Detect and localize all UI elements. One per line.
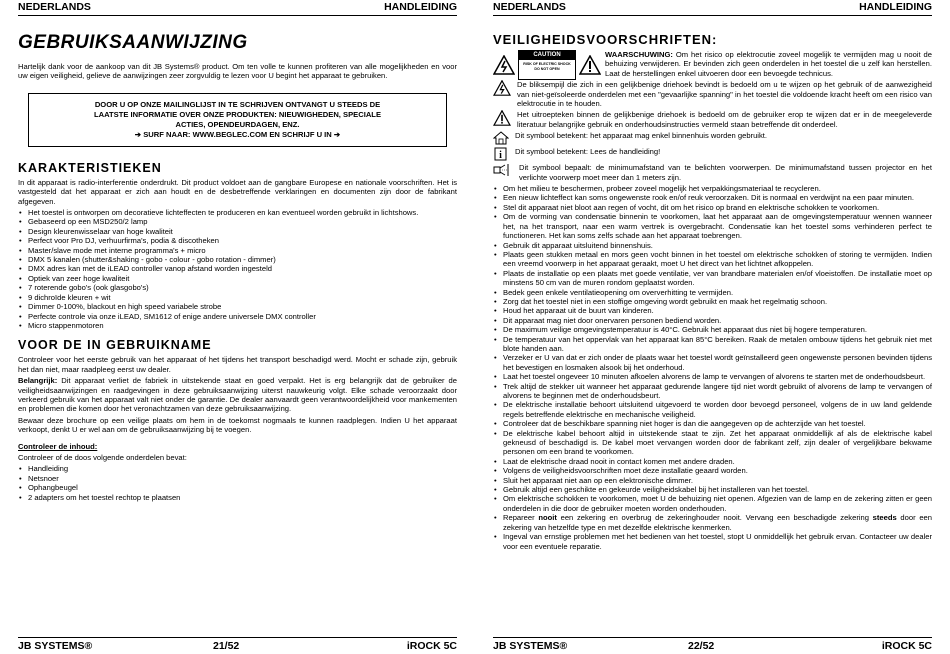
contents-list	[18, 464, 457, 502]
list-item: • Design kleurenwisselaar van hoge kwaliteit	[18, 227, 457, 236]
list-item: • Controleer dat de beschikbare spanning niet hoger is dan die aangegeven op de achterzijde van het toestel.	[493, 419, 932, 428]
safety-heading: VEILIGHEIDSVOORSCHRIFTEN:	[493, 32, 718, 47]
list-item: • Ingeval van ernstige problemen met het bedienen van het toestel, stopt U onmiddellijk het gebruik ervan. Contacteer uw dealer voor een eventuele reparatie.	[493, 532, 932, 551]
list-item: • Houd het apparaat uit de buurt van kinderen.	[493, 306, 932, 315]
list-item: • Bedek geen enkele ventilatieopening om oververhitting te vermijden.	[493, 288, 932, 297]
manual-book-icon	[493, 147, 509, 161]
page-header	[493, 1, 932, 16]
contents-heading: Controleer de inhoud:	[18, 441, 98, 451]
warning-text: Om het risico op elektrocutie zoveel mogelijk te vermijden mag u nooit de behuizing verwijderen. Er bevinden zich geen onderdelen in het toestel die u zelf kan herstellen. Laat de herstellingen enkel uitvoeren door een bevoegde technicus.	[605, 50, 932, 78]
footer-page-number: 22/52	[688, 640, 715, 652]
list-item: • 7 roterende gobo's (ook glasgobo's)	[18, 283, 457, 292]
indoor-text: Dit symbool betekent: het apparaat mag enkel binnenhuis worden gebruikt.	[515, 131, 768, 141]
page-title: GEBRUIKSAANWIJZING	[18, 32, 248, 53]
lightning-text: De bliksempijl die zich in een gelijkbenige driehoek bevindt is bedoeld om u te wijzen op het gebruik of de aanwezigheid van niet-geïsoleerde onderdelen met een "gevaarlijke spanning" in het toestel die voldoende kracht heeft om een risico van elektrocutie in te houden.	[517, 80, 932, 109]
fuse-text: een zekering en overbrug de zekeringhouder nooit. Vervang een beschadigde zekering	[556, 513, 873, 523]
caution-box	[518, 50, 576, 80]
page-content	[493, 18, 932, 634]
mailing-list-box	[28, 93, 447, 147]
exclamation-triangle-icon	[493, 110, 511, 126]
features-list	[18, 208, 457, 330]
list-item: • Om de vorming van condensatie binnenin te voorkomen, laat het apparaat aan de omgevingstemperatuur wennen wanneer het, na het transport, naar een warm vertrek is overgebracht. Condensatie kan het toestel soms verhinderen perfect te functioneren. Het kan soms zelfs schade aan het apparaat toebrengen.	[493, 212, 932, 240]
lightning-warning-icon	[493, 55, 515, 75]
list-item: • Laat de elektrische draad nooit in contact komen met andere draden.	[493, 457, 932, 466]
page-content	[18, 18, 457, 634]
list-item: • Om elektrische schokken te voorkomen, moet U de behuizing niet openen. Afgezien van de lamp en de zekering zitten er geen onderdelen in die door de gebruiker moeten worden onderhouden.	[493, 494, 932, 513]
page-22	[475, 0, 950, 654]
list-item: • De elektrische kabel behoort altijd in uitstekende staat te zijn. Zet het apparaat onmiddellijk af als de elektrische kabel gekneusd of beschadigd is. De kabel moet vervangen worden door de fabrikant zelf, zijn dealer of vergelijkbare bekwame personen om een brand te voorkomen.	[493, 429, 932, 457]
list-item: • Gebruik dit apparaat uitsluitend binnenshuis.	[493, 241, 932, 250]
page-footer	[493, 637, 932, 652]
page-footer	[18, 637, 457, 652]
list-item: • Netsnoer	[18, 474, 457, 483]
box-line: DOOR U OP ONZE MAILINGLIJST IN TE SCHRIJVEN ONTVANGT U STEEDS DE	[94, 99, 381, 109]
features-heading: KARAKTERISTIEKEN	[18, 160, 162, 175]
keep-brochure-paragraph: Bewaar deze brochure op een veilige plaats om hem in de toekomst nogmaals te kunnen raadplegen. Indien U het apparaat verkoopt, denkt U er wel aan om de gebruiksaanwijzing bij te voegen.	[18, 415, 457, 435]
exclamation-explanation	[493, 110, 932, 129]
list-item: • Een nieuw lichteffect kan soms ongewenste rook en/of reuk veroorzaken. Dit is normaal en verdwijnt na een paar minuten.	[493, 193, 932, 202]
list-item: • Stel dit apparaat niet bloot aan regen of vocht, dit om het risico op brand en elektrische schokken te voorkomen.	[493, 203, 932, 212]
indoor-explanation	[493, 131, 932, 145]
box-url-line: ➔ SURF NAAR: WWW.BEGLEC.COM EN SCHRIJF U IN ➔	[134, 129, 341, 139]
fuse-text: Repareer	[503, 513, 539, 523]
footer-brand: JB SYSTEMS®	[18, 640, 93, 652]
list-item-fuse	[493, 513, 932, 532]
list-item: • Ophangbeugel	[18, 483, 457, 492]
important-label: Belangrijk:	[18, 376, 58, 386]
caution-block	[493, 50, 932, 80]
lightning-triangle-icon	[493, 80, 511, 96]
header-manual: HANDLEIDING	[859, 1, 932, 13]
read-manual-explanation	[493, 147, 932, 161]
list-item: • Laat het toestel ongeveer 10 minuten afkoelen alvorens de lamp te vervangen of alvorens te starten met de onderhoudsbeurt.	[493, 372, 932, 381]
list-item: • Plaats geen stukken metaal en mors geen vocht binnen in het toestel om elektrische schokken of storing te vermijden. Indien een vreemd voorwerp in het apparaat geraakt, moet U het direct van het lichtnet afkoppelen.	[493, 250, 932, 269]
lightning-explanation	[493, 80, 932, 108]
before-use-paragraph: Controleer voor het eerste gebruik van het apparaat of het tijdens het transport beschadigd werd. Mocht er schade zijn, gebruik het dan niet, maar raadpleeg eerst uw dealer.	[18, 355, 457, 374]
footer-model: iROCK 5C	[881, 640, 932, 652]
list-item: • 9 dichroïde kleuren + wit	[18, 293, 457, 302]
contents-intro: Controleer of de doos volgende onderdelen bevat:	[18, 452, 187, 462]
list-item: • Perfecte controle via onze iLEAD, SM1612 of enige andere universele DMX controller	[18, 312, 457, 321]
list-item: • Handleiding	[18, 464, 457, 473]
box-line: LAATSTE INFORMATIE OVER ONZE PRODUKTEN: NIEUWIGHEDEN, SPECIALE	[93, 109, 382, 119]
list-item: • Gebruik altijd een geschikte en gekeurde veiligheidskabel bij het installeren van het toestel.	[493, 485, 932, 494]
caution-subtext: RISK OF ELECTRIC SHOCK	[523, 62, 571, 66]
exclamation-warning-icon	[579, 55, 601, 75]
list-item: • Dit apparaat mag niet door onervaren personen bediend worden.	[493, 316, 932, 325]
warning-label: WAARSCHUWING:	[605, 50, 673, 59]
list-item: • Master/slave mode met interne programma's + micro	[18, 246, 457, 255]
header-language: NEDERLANDS	[493, 1, 566, 13]
fuse-emphasis: nooit	[538, 513, 557, 523]
footer-model: iROCK 5C	[406, 640, 457, 652]
list-item: • Plaats de installatie op een plaats met goede ventilatie, ver van brandbare materialen en/of vloeistoffen. De installatie moet op minstens 50 cm van de muren rondom geplaatst worden.	[493, 269, 932, 288]
list-item: • Volgens de veiligheidsvoorschriften moet deze installatie geaard worden.	[493, 466, 932, 475]
list-item: • Optiek van zeer hoge kwaliteit	[18, 274, 457, 283]
list-item: • Om het milieu te beschermen, probeer zoveel mogelijk het verpakkingsmateriaal te recycleren.	[493, 184, 932, 193]
projector-distance-icon	[493, 163, 513, 177]
page-header	[18, 1, 457, 16]
list-item: • Sluit het apparaat niet aan op een elektronische dimmer.	[493, 476, 932, 485]
important-paragraph	[18, 376, 457, 414]
list-item: • DMX 5 kanalen (shutter&shaking - gobo - colour - gobo rotation - dimmer)	[18, 255, 457, 264]
safety-rules-list	[493, 184, 932, 551]
list-item: • Dimmer 0-100%, blackout en high speed variabele strobe	[18, 302, 457, 311]
list-item: • Zorg dat het toestel niet in een stoffige omgeving wordt gebruikt en maak het regelmatig schoon.	[493, 297, 932, 306]
fuse-emphasis: steeds	[872, 513, 897, 523]
list-item: • Het toestel is ontworpen om decoratieve lichteffecten te produceren en kan eventueel worden gebruikt in lichtshows.	[18, 208, 457, 217]
distance-explanation	[493, 163, 932, 182]
list-item: • 2 adapters om het toestel rechtop te plaatsen	[18, 493, 457, 502]
list-item: • Trek altijd de stekker uit wanneer het apparaat gedurende langere tijd niet wordt gebruikt of alvorens de lamp te vervangen of alvorens te beginnen met de onderhoudsbeurt.	[493, 382, 932, 401]
intro-paragraph: Hartelijk dank voor de aankoop van dit JB Systems® product. Om ten volle te kunnen profiteren van alle mogelijkheden en voor uw eigen veiligheid, gelieve de aanwijzingen zeer zorgvuldig te lezen voor U begint het apparaat te gebruiken.	[18, 62, 457, 81]
caution-title: CAUTION	[519, 51, 575, 60]
list-item: • De elektrische installatie behoort uitsluitend uitgevoerd te worden door bevoegd personeel, volgens de in uw land geldende regels betreffende elektrische en mechanische veiligheid.	[493, 400, 932, 419]
house-icon	[493, 131, 509, 145]
box-line: ACTIES, OPENDEURDAGEN, ENZ.	[175, 119, 300, 129]
important-text: Dit apparaat verliet de fabriek in uitstekende staat en goed verpakt. Het is erg belangrijk dat de gebruiker de veiligheidsaanwijzingen en raadgevingen in deze gebruiksaanwijzing uiterst nauwkeurig volgt. Elke schade veroorzaakt door verkeerd gebruik van het apparaat valt niet onder de garantie. De dealer aanvaardt geen verantwoordelijkheid voor mankementen en problemen die komen door het veronachtzamen van deze gebruiksaanwijzing.	[18, 376, 457, 414]
fuse-text: door een zekering van hetzelfde type en met dezelfde elektrische kenmerken.	[503, 513, 932, 532]
footer-brand: JB SYSTEMS®	[493, 640, 568, 652]
warning-paragraph	[605, 50, 932, 78]
list-item: • DMX adres kan met de iLEAD controller vanop afstand worden ingesteld	[18, 264, 457, 273]
features-intro: In dit apparaat is radio-interferentie onderdrukt. Dit product voldoet aan de gangbare Europese en nationale voorschriften. Het is vastgesteld dat het apparaat er zich aan houdt en de desbetreffende verklaringen en documenten zijn door de fabrikant afgegeven.	[18, 177, 457, 206]
header-manual: HANDLEIDING	[384, 1, 457, 13]
svg-text:i: i	[499, 150, 502, 162]
list-item: • De maximum veilige omgevingstemperatuur is 40°C. Gebruik het apparaat dus niet bij hogere temperaturen.	[493, 325, 932, 334]
caution-subtext: DO NOT OPEN	[534, 66, 560, 71]
list-item: • De temperatuur van het oppervlak van het apparaat kan 85°C bereiken. Raak de metalen ombouw tijdens het gebruik niet met blote handen aan.	[493, 335, 932, 354]
footer-page-number: 21/52	[213, 640, 240, 652]
caution-label-group	[493, 50, 601, 80]
distance-text: Dit symbool bepaalt: de minimumafstand van te belichten voorwerpen. De minimumafstand tussen projector en het verlichte voorwerp moet meer dan 1 meters zijn.	[519, 163, 932, 182]
list-item: • Perfect voor Pro DJ, verhuurfirma's, podia & discotheken	[18, 236, 457, 245]
read-manual-text: Dit symbool betekent: Lees de handleiding!	[515, 147, 661, 157]
list-item: • Verzeker er U van dat er zich onder de plaats waar het toestel wordt geïnstalleerd geen ongewenste personen bevinden tijdens het bevestigen en losmaken alsook bij het onderhoud.	[493, 353, 932, 372]
before-use-heading: VOOR DE IN GEBRUIKNAME	[18, 338, 212, 353]
exclamation-text: Het uitroepteken binnen de gelijkbenige driehoek is bedoeld om de gebruiker erop te wijzen dat er in de meegeleverde literatuur belangrijke gebruik en onderhoudsinstructies vermeld staan betreffende dit onderdeel.	[517, 110, 932, 129]
header-language: NEDERLANDS	[18, 1, 91, 13]
list-item: • Micro stappenmotoren	[18, 321, 457, 330]
list-item: • Gebaseerd op een MSD250/2 lamp	[18, 217, 457, 226]
